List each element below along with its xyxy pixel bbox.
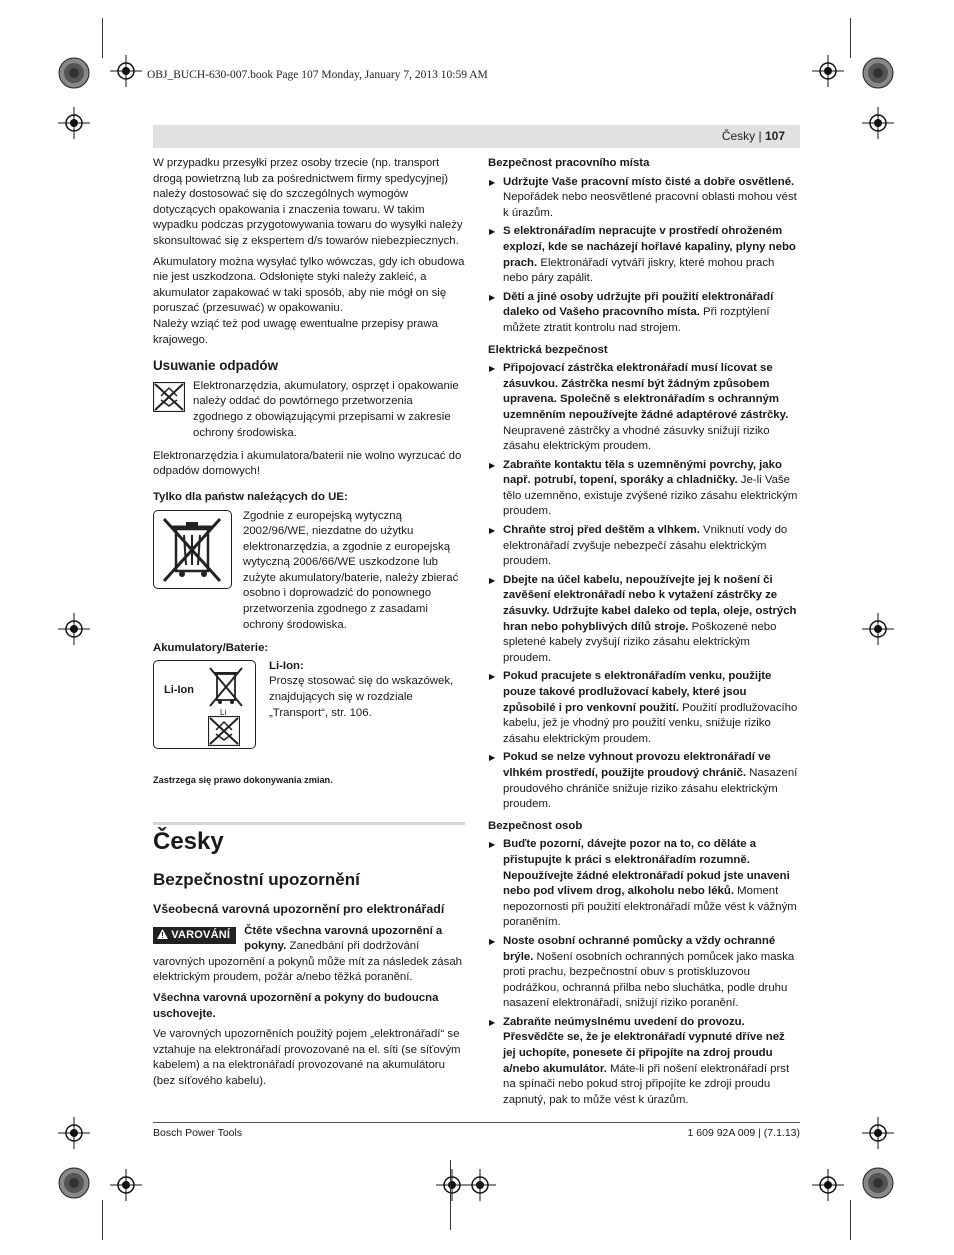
left-column xyxy=(153,156,465,788)
crosshair-registration-icon xyxy=(812,55,844,87)
trim-line xyxy=(450,1160,451,1230)
disposal-text-household: Elektronarzędzia i akumulatora/baterii nie wolno wyrzucać do odpadów domowych! xyxy=(153,449,462,478)
work-area-heading: Bezpečnost pracovního místa xyxy=(488,157,650,169)
li-ion-label: Li-Ion xyxy=(164,683,194,696)
color-target-icon xyxy=(862,57,894,89)
crosshair-registration-icon xyxy=(58,107,90,139)
warning-bold: Čtěte všechna varovná upozornění a pokyny. xyxy=(244,924,443,953)
crosshair-registration-icon xyxy=(862,1117,894,1149)
trim-line xyxy=(850,18,851,58)
trim-line xyxy=(102,1200,103,1240)
warning-text: Zanedbání při dodržování varovných upozornění a pokynů může mít za následek zásah elektrickým proudem, požár a/nebo těžká poranění. xyxy=(153,940,462,984)
crosshair-registration-icon xyxy=(58,1117,90,1149)
list-item: ▶ Zabraňte kontaktu těla s uzemněnými povrchy, jako např. potrubí, topení, sporáky a chladničky. Je-li Vaše tělo uzemněno, existuje zvýšené riziko zásahu elektrickým proudem. xyxy=(488,458,800,520)
crosshair-registration-icon xyxy=(110,1169,142,1201)
crosshair-registration-icon xyxy=(464,1169,496,1201)
list-item: ▶ Pokud pracujete s elektronářadím venku, použijte pouze takové prodlužovací kabely, které jsou způsobilé i pro venkovní použití. Použití prodlužovacího kabelu, jež je vhodný pro použití venku, snižuje riziko zásahu elektrickým proudem. xyxy=(488,669,800,747)
national-law-paragraph: Należy wziąć też pod uwagę ewentualne przepisy prawa krajowego. xyxy=(153,317,438,346)
battery-icon-box xyxy=(153,660,256,749)
shipping-paragraph: W przypadku przesyłki przez osoby trzecie (np. transport drogą powietrzną lub za pośrednictwem firmy spedycyjnej) należy dostosować się do szczególnych wymogów dotyczących opakowania i znaczenia towaru. W takim wypadku podczas przygotowywania towaru do wysyłki należy skonsultować się z ekspertem d/s towarów niebezpiecznych. xyxy=(153,157,463,247)
battery-bin-icon xyxy=(206,666,246,708)
footer-brand: Bosch Power Tools xyxy=(153,1127,243,1139)
right-column xyxy=(488,156,800,1108)
crosshair-registration-icon xyxy=(812,1169,844,1201)
page-number: 107 xyxy=(764,129,785,143)
color-target-icon xyxy=(862,1167,894,1199)
battery-heading: Akumulatory/Baterie: xyxy=(153,642,269,655)
footer-code: 1 609 92A 009 | (7.1.13) xyxy=(687,1127,800,1139)
crosshair-registration-icon xyxy=(58,613,90,645)
eu-text: Zgodnie z europejską wytyczną 2002/96/WE, niezdatne do użytku elektronarzędzia, a zgodnie z europejską wytyczną 2006/66/WE uszkodzone lub zużyte akumulatory/baterie, należy zbierać osobno i doprowadzić do ponownego przetworzenia zgodnego z zasadami ochrony środowiska. xyxy=(243,509,459,631)
header-language: Česky xyxy=(721,129,756,143)
list-item: ▶ Udržujte Vaše pracovní místo čisté a dobře osvětlené. Nepořádek nebo neosvětlené pracovní oblasti mohou vést k úrazům. xyxy=(488,175,800,222)
crosshair-registration-icon xyxy=(110,55,142,87)
eu-heading: Tylko dla państw należących do UE: xyxy=(153,490,348,503)
disposal-text: Elektronarzędzia, akumulatory, osprzęt i opakowanie należy oddać do powtórnego przetworzenia zgodnego z obowiązującymi przepisami w zakresie ochrony środowiska. xyxy=(193,379,459,439)
list-item: ▶ Chraňte stroj před deštěm a vlhkem. Vniknutí vody do elektronářadí zvyšuje nebezpečí zásahu elektrickým proudem. xyxy=(488,523,800,570)
electrical-heading: Elektrická bezpečnost xyxy=(488,343,608,356)
list-item: ▶ Zabraňte neúmyslnému uvedení do provozu. Přesvědčte se, že je elektronářadí vypnuté dříve než jej uchopíte, ponesete či připojíte na zdroj proudu a/nebo akumulátor. Máte-li při nošení elektronářadí prst na spínači nebo pokud stroj připojíte ke zdroji proudu zapnutý, pak to může vést k úrazům. xyxy=(488,1015,800,1109)
li-small-label: Li xyxy=(220,707,227,717)
list-item: ▶ Pokud se nelze vyhnout provozu elektronářadí ve vlhkém prostředí, použijte proudový chránič. Nasazení proudového chrániče snižuje riziko zásahu elektrickým proudem. xyxy=(488,750,800,812)
list-item: ▶ Děti a jiné osoby udržujte při použití elektronářadí daleko od Vašeho pracovního místa. Při rozptýlení můžete ztratit kontrolu nad strojem. xyxy=(488,290,800,337)
crosshair-registration-icon xyxy=(862,107,894,139)
recycle-disposal-icon xyxy=(153,382,185,412)
crosshair-registration-icon xyxy=(862,613,894,645)
liion-heading: Li-Ion: xyxy=(269,659,304,672)
czech-section xyxy=(153,828,465,1090)
page-header xyxy=(153,125,800,148)
warning-label: VAROVÁNÍ xyxy=(171,928,231,941)
safety-title: Bezpečnostní upozornění xyxy=(153,870,360,889)
battery-shipping-paragraph: Akumulatory można wysyłać tylko wówczas, gdy ich obudowa nie jest uszkodzona. Odsłonięte styki należy zakleić, a akumulator zapakować w taki sposób, aby nie mógł on się poruszać (przesuwać) w opakowaniu. xyxy=(153,255,465,315)
trim-line xyxy=(850,1200,851,1240)
header-separator: | xyxy=(758,129,762,143)
personal-safety-heading: Bezpečnost osob xyxy=(488,819,583,832)
warning-triangle-icon xyxy=(157,929,168,939)
warning-badge xyxy=(153,927,236,945)
rights-note: Zastrzega się prawo dokonywania zmian. xyxy=(153,774,333,785)
color-target-icon xyxy=(58,1167,90,1199)
weee-icon-box xyxy=(153,510,232,589)
section-divider xyxy=(153,822,465,825)
disposal-heading: Usuwanie odpadów xyxy=(153,358,278,374)
general-warnings-heading: Všeobecná varovná upozornění pro elektronářadí xyxy=(153,902,445,916)
list-item: ▶ Buďte pozorní, dávejte pozor na to, co děláte a přistupujte k práci s elektronářadím rozumně. Nepoužívejte žádné elektronářadí pokud jste unaveni nebo pod vlivem drog, alkoholu nebo léků. Moment nepozornosti při použití elektronářadí může vést k vážným poraněním. xyxy=(488,837,800,931)
footer-rule xyxy=(153,1122,800,1123)
crossed-out-bin-icon xyxy=(154,511,230,587)
keep-instructions: Všechna varovná upozornění a pokyny do budoucna uschovejte. xyxy=(153,991,439,1020)
list-item: ▶ Noste osobní ochranné pomůcky a vždy ochranné brýle. Nošení osobních ochranných pomůcek jako maska proti prachu, bezpečnostní obuv s protiskluzovou podrážkou, ochranná přilba nebo sluchátka, podle druhu nasazení elektronářadí, snižují riziko poranění. xyxy=(488,934,800,1012)
book-line: OBJ_BUCH-630-007.book Page 107 Monday, January 7, 2013 10:59 AM xyxy=(147,69,488,81)
list-item: ▶ Dbejte na účel kabelu, nepoužívejte jej k nošení či zavěšení elektronářadí nebo k vytažení zástrčky ze zásuvky. Udržujte kabel daleko od tepla, oleje, ostrých hran nebo pohyblivých dílů stroje. Poškozené nebo spletené kabely zvyšují riziko zásahu elektrickým proudem. xyxy=(488,573,800,667)
battery-bin-icon xyxy=(208,716,240,746)
trim-line xyxy=(102,18,103,58)
list-item: ▶ S elektronářadím nepracujte v prostředí ohroženém explozí, kde se nacházejí hořlavé kapaliny, plyny nebo prach. Elektronářadí vytváří jiskry, které mohou prach nebo páry zapálit. xyxy=(488,224,800,286)
language-title: Česky xyxy=(153,828,224,855)
liion-text: Proszę stosować się do wskazówek, znajdujących się w rozdziale „Transport“, str. 106. xyxy=(269,675,454,719)
color-target-icon xyxy=(58,57,90,89)
term-definition: Ve varovných upozorněních použitý pojem „elektronářadí“ se vztahuje na elektronářadí provozované na el. síti (se síťovým kabelem) a na elektronářadí provozované na akumulátoru (bez síťového kabelu). xyxy=(153,1028,461,1087)
list-item: ▶ Připojovací zástrčka elektronářadí musí lícovat se zásuvkou. Zástrčka nesmí být žádným způsobem upravena. Společně s elektronářadím s ochranným uzemněním nepoužívejte žádné adaptérové zástrčky. Neupravené zástrčky a vhodné zásuvky snižují riziko zásahu elektrickým proudem. xyxy=(488,361,800,455)
